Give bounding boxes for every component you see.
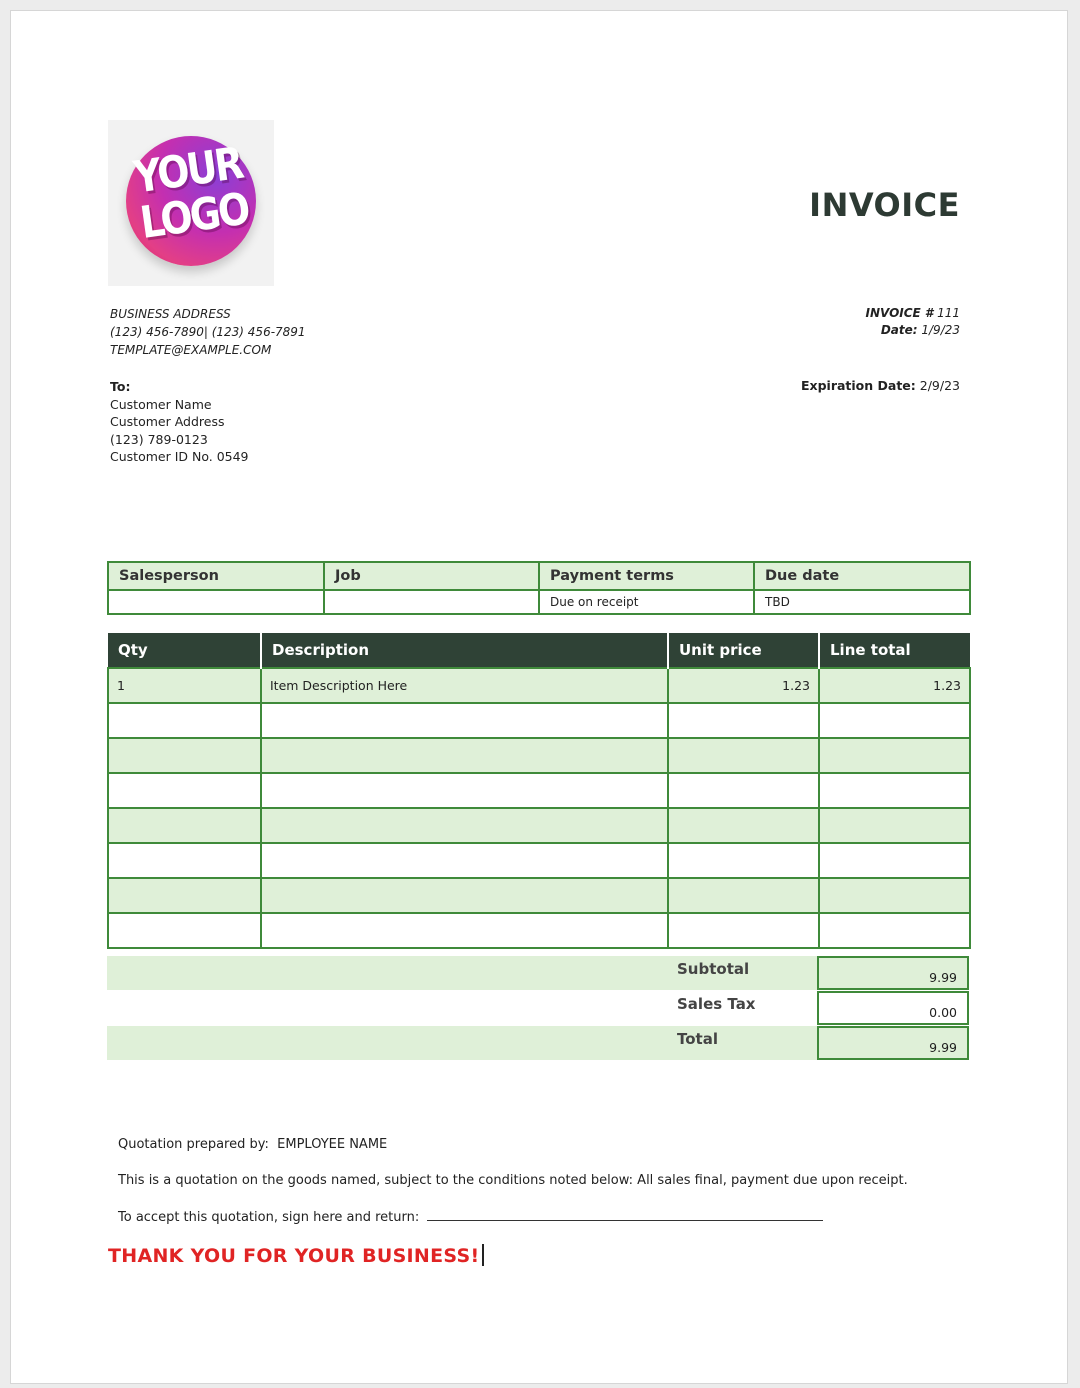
sales-info-header <box>108 562 970 590</box>
unit-price-cell[interactable] <box>668 808 819 843</box>
description-cell[interactable] <box>261 843 668 878</box>
line-total-cell[interactable] <box>819 703 970 738</box>
header-due-date: Due date <box>754 562 970 590</box>
sales-tax-label: Sales Tax <box>677 995 756 1013</box>
qty-cell[interactable] <box>108 738 261 773</box>
business-info <box>110 305 306 359</box>
salesperson-value[interactable] <box>108 590 324 614</box>
description-cell[interactable] <box>261 738 668 773</box>
table-row <box>108 913 970 948</box>
qty-cell[interactable] <box>108 773 261 808</box>
customer-address: Customer Address <box>110 414 225 429</box>
business-address: BUSINESS ADDRESS <box>110 307 231 321</box>
invoice-date-line <box>865 322 960 339</box>
company-logo <box>108 120 274 286</box>
sales-info-table <box>107 561 971 615</box>
table-row <box>108 843 970 878</box>
description-cell[interactable] <box>261 913 668 948</box>
qty-cell[interactable] <box>108 843 261 878</box>
description-cell[interactable] <box>261 703 668 738</box>
invoice-date-value: 1/9/23 <box>921 323 960 337</box>
line-items-header <box>108 633 970 668</box>
table-row <box>108 668 970 703</box>
thank-you-message <box>108 1244 484 1267</box>
prepared-by-label: Quotation prepared by: <box>118 1137 269 1152</box>
unit-price-cell[interactable] <box>668 773 819 808</box>
sales-info-values <box>108 590 970 614</box>
invoice-number-label: INVOICE # <box>865 306 934 320</box>
logo-text <box>129 137 253 250</box>
total-label: Total <box>677 1030 718 1048</box>
prepared-by-line <box>118 1137 387 1152</box>
total-value[interactable]: 9.99 <box>817 1026 969 1060</box>
header-payment-terms: Payment terms <box>539 562 754 590</box>
table-row <box>108 738 970 773</box>
accept-label: To accept this quotation, sign here and return: <box>118 1210 420 1225</box>
business-email: TEMPLATE@EXAMPLE.COM <box>110 343 272 357</box>
payment-terms-value[interactable]: Due on receipt <box>539 590 754 614</box>
header-qty: Qty <box>108 633 261 668</box>
unit-price-cell[interactable] <box>668 738 819 773</box>
line-total-cell[interactable] <box>819 843 970 878</box>
invoice-number-line <box>865 305 960 322</box>
subtotal-label: Subtotal <box>677 960 750 978</box>
unit-price-cell[interactable]: 1.23 <box>668 668 819 703</box>
qty-cell[interactable] <box>108 808 261 843</box>
description-cell[interactable] <box>261 808 668 843</box>
unit-price-cell[interactable] <box>668 913 819 948</box>
qty-cell[interactable] <box>108 878 261 913</box>
header-description: Description <box>261 633 668 668</box>
customer-name: Customer Name <box>110 396 212 412</box>
unit-price-cell[interactable] <box>668 843 819 878</box>
text-cursor <box>482 1244 484 1266</box>
header-salesperson: Salesperson <box>108 562 324 590</box>
table-row <box>108 808 970 843</box>
sales-tax-value[interactable]: 0.00 <box>817 991 969 1025</box>
total-row <box>107 1026 969 1060</box>
line-items-table <box>107 633 971 949</box>
header-line-total: Line total <box>819 633 970 668</box>
description-cell[interactable] <box>261 773 668 808</box>
prepared-by-value[interactable]: EMPLOYEE NAME <box>277 1137 388 1152</box>
expiration-date <box>801 378 960 393</box>
header-unit-price: Unit price <box>668 633 819 668</box>
unit-price-cell[interactable] <box>668 703 819 738</box>
customer-phone: (123) 789-0123 <box>110 431 208 447</box>
description-cell[interactable]: Item Description Here <box>261 668 668 703</box>
invoice-meta <box>865 305 960 339</box>
invoice-date-label: Date: <box>880 323 918 337</box>
to-label: To: <box>110 379 131 394</box>
invoice-number-value: 111 <box>937 306 960 320</box>
table-row <box>108 773 970 808</box>
subtotal-value[interactable]: 9.99 <box>817 956 969 990</box>
line-total-cell[interactable] <box>819 738 970 773</box>
header-job: Job <box>324 562 539 590</box>
subtotal-row <box>107 956 969 990</box>
qty-cell[interactable]: 1 <box>108 668 261 703</box>
job-value[interactable] <box>324 590 539 614</box>
expiration-value: 2/9/23 <box>919 378 960 393</box>
customer-id: Customer ID No. 0549 <box>110 449 249 464</box>
due-date-value[interactable]: TBD <box>754 590 970 614</box>
line-total-cell[interactable] <box>819 808 970 843</box>
table-row <box>108 703 970 738</box>
expiration-label: Expiration Date: <box>800 378 916 393</box>
logo-line-2: LOGO <box>137 183 252 250</box>
line-total-cell[interactable] <box>819 773 970 808</box>
conditions-text: This is a quotation on the goods named, subject to the conditions noted below: All sales final, payment due upon receipt. <box>118 1173 908 1188</box>
customer-info <box>110 378 249 466</box>
accept-line <box>118 1208 823 1225</box>
table-row <box>108 878 970 913</box>
description-cell[interactable] <box>261 878 668 913</box>
qty-cell[interactable] <box>108 703 261 738</box>
thank-you-text: THANK YOU FOR YOUR BUSINESS! <box>108 1245 480 1267</box>
page-title: INVOICE <box>809 186 960 224</box>
unit-price-cell[interactable] <box>668 878 819 913</box>
line-total-cell[interactable] <box>819 913 970 948</box>
qty-cell[interactable] <box>108 913 261 948</box>
line-total-cell[interactable] <box>819 878 970 913</box>
signature-line[interactable] <box>427 1208 823 1221</box>
line-total-cell[interactable]: 1.23 <box>819 668 970 703</box>
sales-tax-row <box>107 991 969 1025</box>
business-phones: (123) 456-7890| (123) 456-7891 <box>110 325 306 339</box>
logo-line-1: YOUR <box>130 137 245 204</box>
